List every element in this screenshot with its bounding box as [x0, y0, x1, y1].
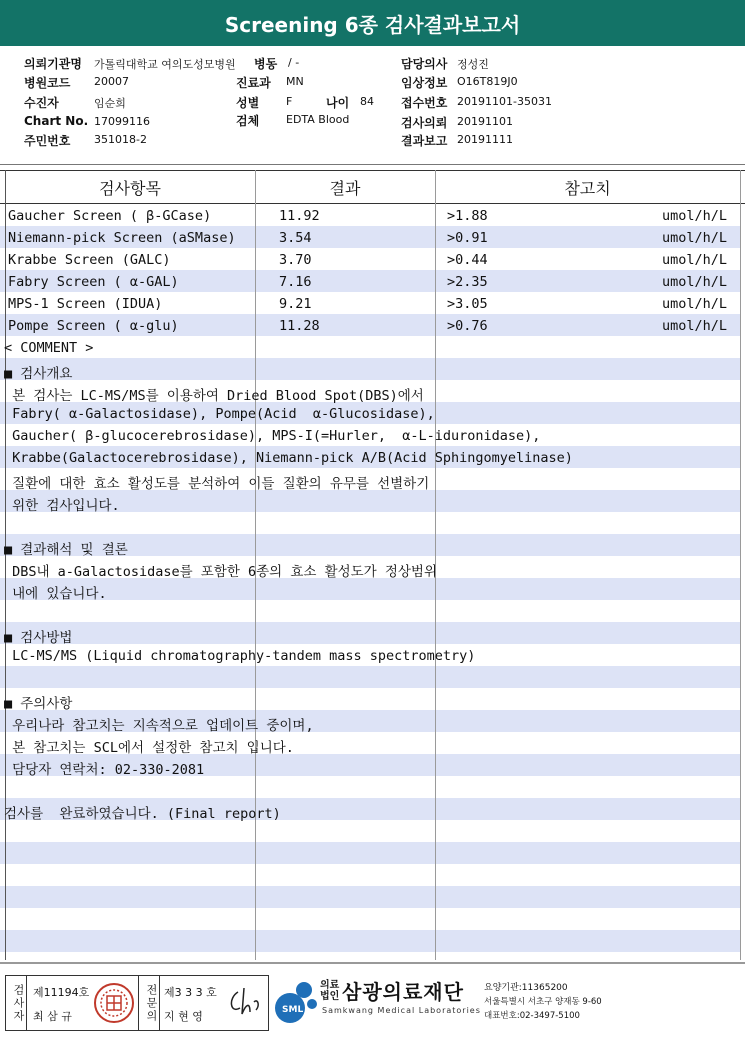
value-chart-no: 17099116: [94, 115, 150, 128]
label-sex: 성별: [236, 96, 260, 110]
reference-cell: >3.05: [447, 296, 488, 312]
label-request-date: 검사의뢰: [401, 116, 448, 130]
table-top-border: [0, 170, 745, 171]
comment-line: 우리나라 참고치는 지속적으로 업데이트 중이며,: [4, 718, 314, 734]
tester-license-no: 제11194호: [33, 986, 90, 999]
label-patient: 수진자: [24, 96, 59, 110]
result-cell: 9.21: [279, 296, 312, 312]
label-resident-no: 주민번호: [24, 134, 71, 148]
org-english-name: Samkwang Medical Laboratories: [322, 1006, 481, 1015]
label-department: 진료과: [236, 76, 271, 90]
header-test-item: 검사항목: [99, 179, 161, 198]
org-phone: 대표번호:02-3497-5100: [484, 1011, 580, 1021]
org-address: 서울특별시 서초구 양재동 9-60: [484, 997, 602, 1007]
comment-line: ■ 결과해석 및 결론: [4, 542, 128, 558]
result-cell: 11.28: [279, 318, 320, 334]
comment-line: 본 검사는 LC-MS/MS를 이용하여 Dried Blood Spot(DBS)에서: [4, 388, 424, 404]
comment-line: < COMMENT >: [4, 340, 94, 356]
institution-code: 요양기관:11365200: [484, 983, 568, 993]
side-label-specialist: 전문의: [138, 976, 160, 1030]
label-age: 나이: [326, 96, 350, 110]
value-clinical-info: O16T819J0: [457, 75, 518, 88]
reference-cell: >0.76: [447, 318, 488, 334]
stripe-band: [0, 622, 740, 644]
stripe-band: [0, 886, 740, 908]
reference-cell: >0.44: [447, 252, 488, 268]
label-chart-no: Chart No.: [24, 114, 89, 128]
label-report-date: 결과보고: [401, 134, 448, 148]
value-report-date: 20191111: [457, 133, 513, 146]
value-resident-no: 351018-2: [94, 133, 147, 146]
test-item-cell: MPS-1 Screen (IDUA): [8, 296, 163, 312]
sml-logo-icon: [272, 978, 318, 1026]
test-item-cell: Niemann-pick Screen (aSMase): [8, 230, 236, 246]
label-hospital-code: 병원코드: [24, 76, 71, 90]
value-hospital: 가톨릭대학교 여의도성모병원: [94, 58, 236, 71]
comment-line: Krabbe(Galactocerebrosidase), Niemann-pick A/B(Acid Sphingomyelinase): [4, 450, 573, 466]
value-patient: 임순희: [94, 97, 126, 110]
tester-name: 최 삼 규: [33, 1010, 72, 1023]
unit-cell: umol/h/L: [662, 274, 728, 290]
comment-line: ■ 검사방법: [4, 630, 73, 646]
comment-line: 검사를 완료하였습니다. (Final report): [4, 806, 281, 822]
value-sex: F: [286, 95, 293, 108]
label-specimen: 검체: [236, 114, 260, 128]
value-doctor: 정성진: [457, 58, 489, 71]
comment-line: LC-MS/MS (Liquid chromatography-tandem mass spectrometry): [4, 648, 476, 664]
header-reference: 참고치: [564, 179, 611, 198]
comment-line: Gaucher( β-glucocerebrosidase), MPS-I(=Hurler, α-L-iduronidase),: [4, 428, 541, 444]
value-age: 84: [360, 95, 374, 108]
org-name: 삼광의료재단: [342, 980, 464, 1004]
logo-text: SML: [282, 1005, 304, 1015]
label-accession-no: 접수번호: [401, 96, 448, 110]
comment-line: 담당자 연락처: 02-330-2081: [4, 762, 205, 778]
table-header-border: [0, 203, 745, 204]
specialist-name: 지 현 영: [164, 1010, 203, 1023]
test-item-cell: Krabbe Screen (GALC): [8, 252, 171, 268]
label-clinical-info: 임상정보: [401, 76, 448, 90]
comment-line: ■ 주의사항: [4, 696, 73, 712]
header-result: 결과: [329, 179, 361, 198]
specialist-license-no: 제3 3 3 호: [164, 986, 217, 999]
comment-line: DBS내 a-Galactosidase를 포함한 6종의 효소 활성도가 정상범위: [4, 564, 438, 580]
unit-cell: umol/h/L: [662, 230, 728, 246]
col-divider-right: [740, 170, 741, 960]
signature-box: [5, 975, 269, 1031]
label-hospital: 의뢰기관명: [24, 57, 82, 71]
comment-line: ■ 검사개요: [4, 366, 73, 382]
value-department: MN: [286, 75, 304, 88]
reference-cell: >1.88: [447, 208, 488, 224]
test-item-cell: Gaucher Screen ( β-GCase): [8, 208, 212, 224]
stripe-band: [0, 666, 740, 688]
comment-line: 질환에 대한 효소 활성도를 분석하여 이들 질환의 유무를 선별하기: [4, 476, 430, 492]
test-item-cell: Pompe Screen ( α-glu): [8, 318, 179, 334]
value-hospital-code: 20007: [94, 75, 129, 88]
result-cell: 7.16: [279, 274, 312, 290]
report-title: Screening 6종 검사결과보고서: [0, 0, 745, 46]
unit-cell: umol/h/L: [662, 296, 728, 312]
stripe-band: [0, 842, 740, 864]
reference-cell: >2.35: [447, 274, 488, 290]
stripe-band: [0, 578, 740, 600]
unit-cell: umol/h/L: [662, 318, 728, 334]
value-ward: / -: [288, 56, 300, 69]
value-accession-no: 20191101-35031: [457, 95, 552, 108]
header-divider: [0, 164, 745, 165]
comment-line: Fabry( α-Galactosidase), Pompe(Acid α-Glucosidase),: [4, 406, 435, 422]
reference-cell: >0.91: [447, 230, 488, 246]
test-item-cell: Fabry Screen ( α-GAL): [8, 274, 179, 290]
side-label-tester: 검사자: [6, 976, 27, 1030]
label-doctor: 담당의사: [401, 57, 448, 71]
stripe-band: [0, 358, 740, 380]
result-cell: 3.54: [279, 230, 312, 246]
stripe-band: [0, 930, 740, 952]
result-cell: 11.92: [279, 208, 320, 224]
signature-icon: [224, 984, 264, 1020]
org-prefix: 의료법인: [320, 980, 340, 1002]
seal-stamp-icon: [93, 982, 135, 1024]
unit-cell: umol/h/L: [662, 252, 728, 268]
value-request-date: 20191101: [457, 115, 513, 128]
comment-line: 본 참고치는 SCL에서 설정한 참고치 입니다.: [4, 740, 294, 756]
value-specimen: EDTA Blood: [286, 113, 350, 126]
comment-line: 위한 검사입니다.: [4, 498, 120, 514]
unit-cell: umol/h/L: [662, 208, 728, 224]
comment-line: 내에 있습니다.: [4, 586, 107, 602]
result-cell: 3.70: [279, 252, 312, 268]
label-ward: 병동: [254, 57, 278, 71]
